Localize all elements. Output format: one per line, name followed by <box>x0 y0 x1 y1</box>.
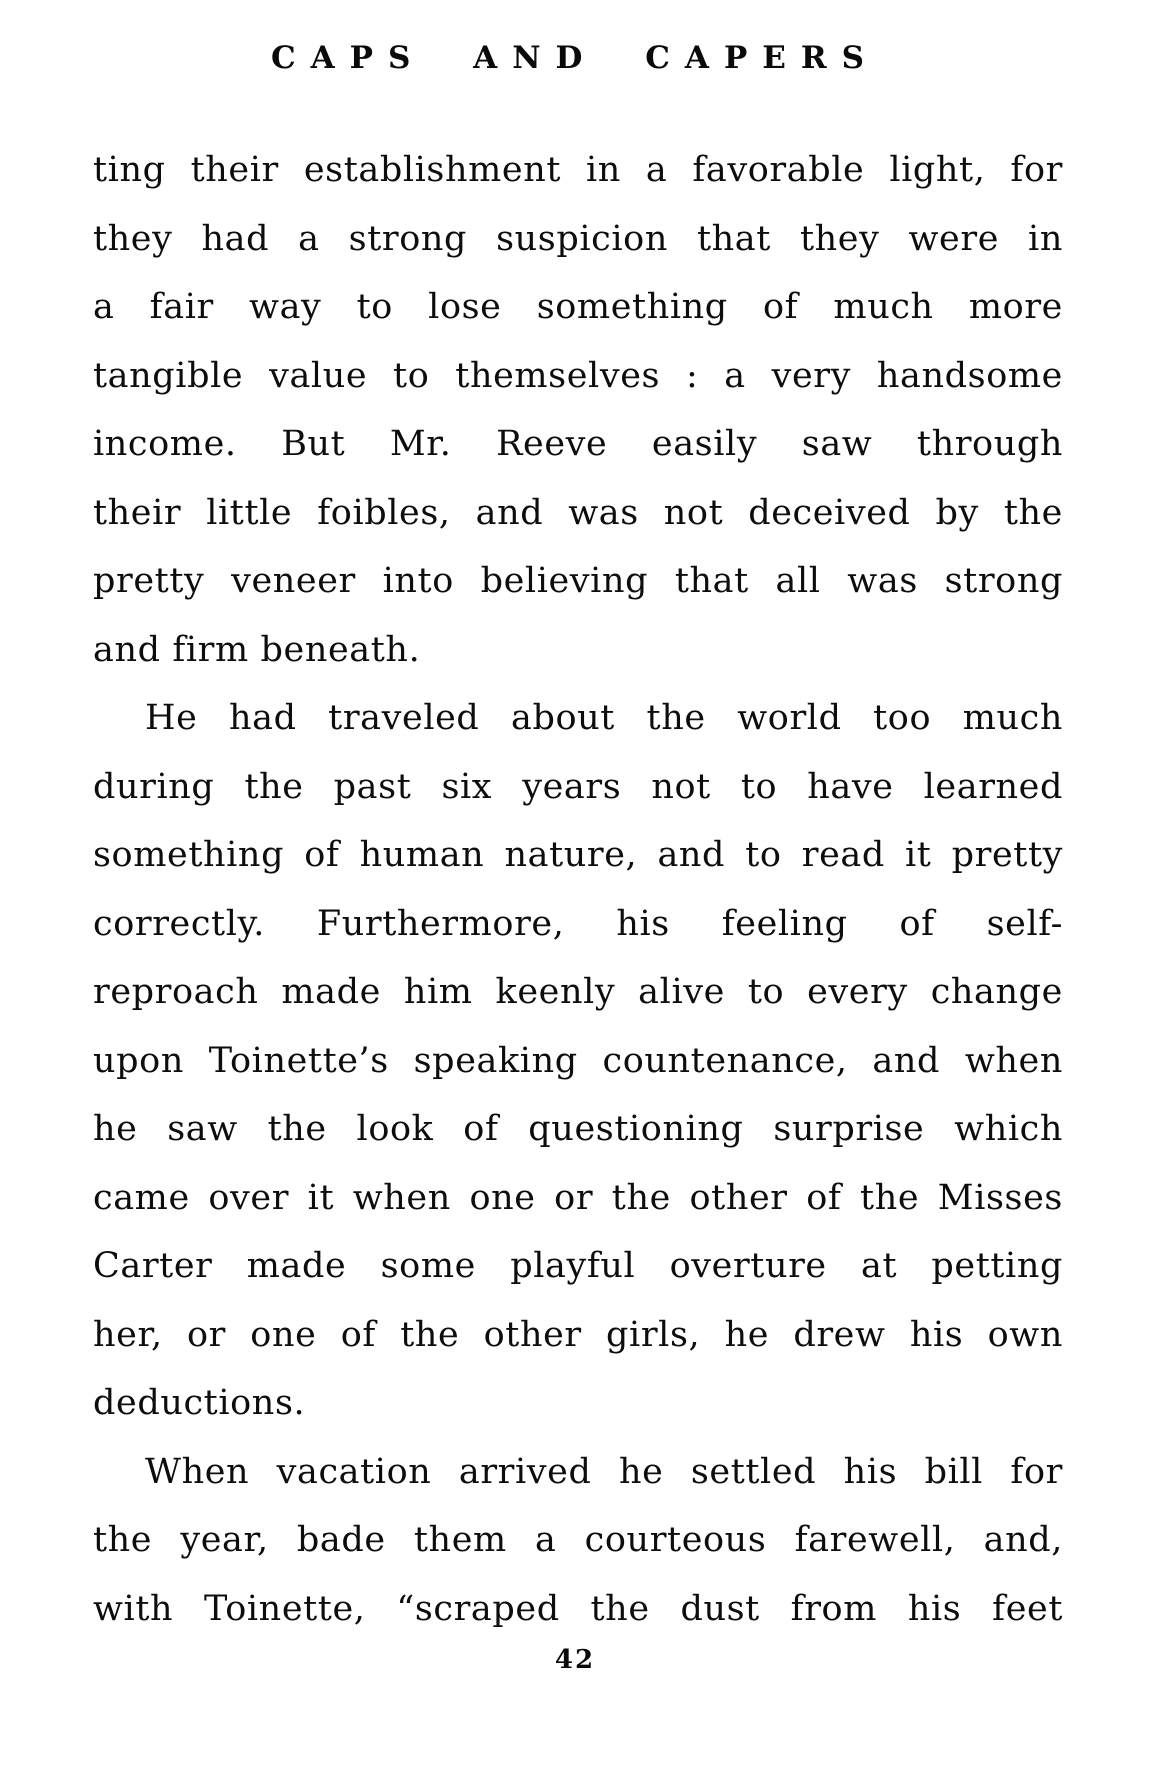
text-line: He had traveled about the world too much <box>145 698 1063 738</box>
text-line: When vacation arrived he settled his bill for <box>145 1451 1063 1492</box>
running-head-title: CAPS AND CAPERS <box>270 40 880 76</box>
text-line: Carter made some playful overture at petting <box>93 1246 1063 1286</box>
text-line: and firm beneath. <box>93 629 421 670</box>
text-line: upon Toinette’s speaking countenance, and when <box>93 1040 1063 1081</box>
text-line: her, or one of the other girls, he drew his own <box>93 1314 1063 1355</box>
text-line: tangible value to themselves : a very handsome <box>93 355 1063 396</box>
text-line: a fair way to lose something of much more <box>93 287 1063 327</box>
text-line: correctly. Furthermore, his feeling of self- <box>93 903 1063 944</box>
text-line: income. But Mr. Reeve easily saw through <box>93 424 1063 464</box>
text-line: with Toinette, “scraped the dust from his feet <box>93 1588 1063 1629</box>
text-line: they had a strong suspicion that they were in <box>93 218 1063 259</box>
text-line: came over it when one or the other of the Misses <box>93 1177 1063 1218</box>
text-line: pretty veneer into believing that all was strong <box>93 561 1063 601</box>
text-line: he saw the look of questioning surprise which <box>93 1109 1063 1149</box>
text-line: the year, bade them a courteous farewell, and, <box>93 1520 1063 1560</box>
text-line: their little foibles, and was not deceived by the <box>93 492 1063 533</box>
text-line: ting their establishment in a favorable light, for <box>93 150 1063 190</box>
text-line: reproach made him keenly alive to every change <box>93 972 1063 1012</box>
page-number: 42 <box>554 1645 596 1675</box>
text-line: deductions. <box>93 1383 306 1423</box>
text-line: something of human nature, and to read it pretty <box>93 835 1063 875</box>
body-text <box>93 136 1063 1643</box>
text-line: during the past six years not to have learned <box>93 766 1063 807</box>
